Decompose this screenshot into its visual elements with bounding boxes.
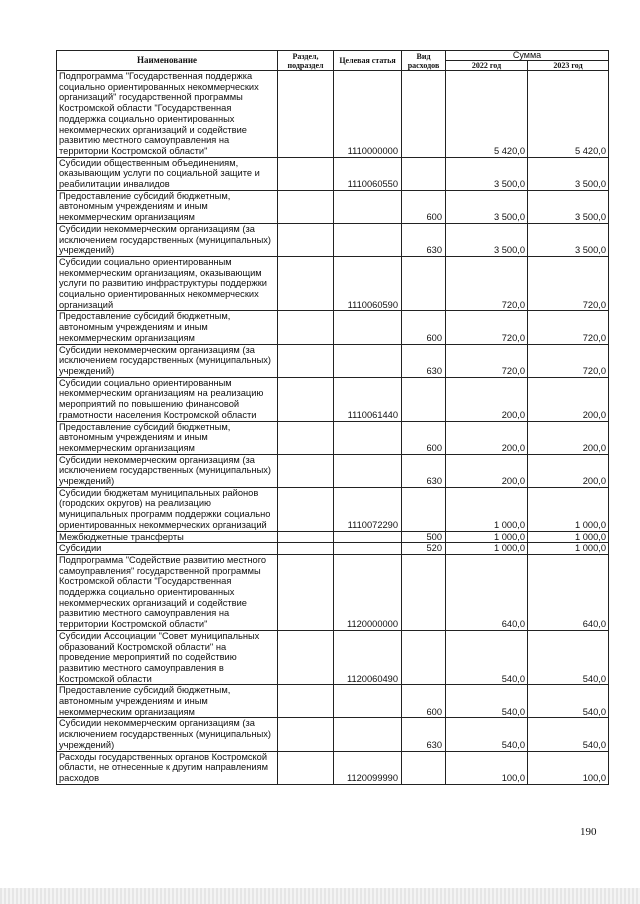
row-name: Субсидии некоммерческим организациям (за исключением государственных (муниципальных) учреждений) xyxy=(57,454,278,487)
row-target-code xyxy=(334,190,402,223)
row-section xyxy=(278,311,334,344)
row-section xyxy=(278,421,334,454)
row-name: Предоставление субсидий бюджетным, автономным учреждениям и иным некоммерческим организациям xyxy=(57,421,278,454)
table-row xyxy=(57,344,609,377)
header-section: Раздел, подраздел xyxy=(278,51,334,71)
row-target-code xyxy=(334,223,402,256)
header-target: Целевая статья xyxy=(334,51,402,71)
row-amount-2022: 200,0 xyxy=(446,454,528,487)
row-section xyxy=(278,223,334,256)
row-amount-2022: 5 420,0 xyxy=(446,71,528,158)
table-row xyxy=(57,377,609,421)
row-name: Субсидии некоммерческим организациям (за исключением государственных (муниципальных) учреждений) xyxy=(57,718,278,751)
row-amount-2023: 200,0 xyxy=(528,377,609,421)
row-amount-2023: 640,0 xyxy=(528,554,609,630)
row-target-code xyxy=(334,718,402,751)
row-section xyxy=(278,630,334,685)
row-target-code: 1110060590 xyxy=(334,256,402,311)
row-amount-2023: 1 000,0 xyxy=(528,543,609,555)
row-amount-2022: 720,0 xyxy=(446,344,528,377)
row-target-code: 1120099990 xyxy=(334,751,402,784)
table-row xyxy=(57,421,609,454)
table-row xyxy=(57,685,609,718)
row-target-code xyxy=(334,344,402,377)
table-row xyxy=(57,751,609,784)
row-amount-2022: 3 500,0 xyxy=(446,157,528,190)
row-name: Предоставление субсидий бюджетным, автономным учреждениям и иным некоммерческим организациям xyxy=(57,311,278,344)
row-expense-type xyxy=(402,630,446,685)
row-target-code xyxy=(334,543,402,555)
row-expense-type: 500 xyxy=(402,531,446,543)
header-name: Наименование xyxy=(57,51,278,71)
row-amount-2023: 100,0 xyxy=(528,751,609,784)
row-section xyxy=(278,751,334,784)
row-name: Субсидии социально ориентированным некоммерческим организациям, оказывающим услуги по развитию инфраструктуры поддержки социально ориентированных некоммерческих организаций xyxy=(57,256,278,311)
row-name: Субсидии некоммерческим организациям (за исключением государственных (муниципальных) учреждений) xyxy=(57,344,278,377)
row-section xyxy=(278,190,334,223)
row-name: Подпрограмма "Государственная поддержка социально ориентированных некоммерческих организаций" государственной программы Костромской области "Государственная поддержка социально ориентированных некоммерческих организаций и содействие развитию местного самоуправления на территории Костромской области" xyxy=(57,71,278,158)
row-target-code xyxy=(334,531,402,543)
row-section xyxy=(278,157,334,190)
row-name: Субсидии xyxy=(57,543,278,555)
row-section xyxy=(278,531,334,543)
row-name: Расходы государственных органов Костромской области, не отнесенные к другим направлениям расходов xyxy=(57,751,278,784)
row-name: Субсидии некоммерческим организациям (за исключением государственных (муниципальных) учреждений) xyxy=(57,223,278,256)
header-2023: 2023 год xyxy=(528,61,609,71)
table-row xyxy=(57,630,609,685)
row-amount-2023: 720,0 xyxy=(528,344,609,377)
row-amount-2023: 540,0 xyxy=(528,718,609,751)
row-amount-2023: 720,0 xyxy=(528,311,609,344)
row-section xyxy=(278,377,334,421)
row-expense-type: 630 xyxy=(402,454,446,487)
row-expense-type xyxy=(402,256,446,311)
row-section xyxy=(278,718,334,751)
row-expense-type xyxy=(402,487,446,531)
row-target-code: 1110061440 xyxy=(334,377,402,421)
row-expense-type xyxy=(402,554,446,630)
row-expense-type: 600 xyxy=(402,190,446,223)
row-amount-2022: 3 500,0 xyxy=(446,223,528,256)
row-section xyxy=(278,685,334,718)
table-row xyxy=(57,543,609,555)
row-amount-2022: 540,0 xyxy=(446,685,528,718)
table-row xyxy=(57,157,609,190)
row-amount-2023: 540,0 xyxy=(528,685,609,718)
row-section xyxy=(278,543,334,555)
row-amount-2022: 720,0 xyxy=(446,256,528,311)
row-expense-type xyxy=(402,157,446,190)
budget-table xyxy=(56,50,609,785)
row-expense-type: 520 xyxy=(402,543,446,555)
row-expense-type xyxy=(402,377,446,421)
row-amount-2022: 3 500,0 xyxy=(446,190,528,223)
table-row xyxy=(57,71,609,158)
row-target-code xyxy=(334,685,402,718)
row-section xyxy=(278,71,334,158)
header-2022: 2022 год xyxy=(446,61,528,71)
budget-table-sheet xyxy=(56,50,608,785)
row-amount-2023: 1 000,0 xyxy=(528,487,609,531)
row-expense-type: 600 xyxy=(402,685,446,718)
row-amount-2023: 200,0 xyxy=(528,454,609,487)
table-row xyxy=(57,531,609,543)
table-row xyxy=(57,554,609,630)
row-name: Субсидии бюджетам муниципальных районов (городских округов) на реализацию муниципальных программ поддержки социально ориентированных некоммерческих организаций xyxy=(57,487,278,531)
row-target-code xyxy=(334,454,402,487)
row-expense-type: 630 xyxy=(402,223,446,256)
row-section xyxy=(278,454,334,487)
row-section xyxy=(278,256,334,311)
row-amount-2022: 640,0 xyxy=(446,554,528,630)
row-amount-2022: 1 000,0 xyxy=(446,487,528,531)
row-section xyxy=(278,344,334,377)
row-expense-type: 630 xyxy=(402,344,446,377)
row-amount-2022: 100,0 xyxy=(446,751,528,784)
row-target-code xyxy=(334,311,402,344)
row-target-code: 1110000000 xyxy=(334,71,402,158)
row-amount-2023: 200,0 xyxy=(528,421,609,454)
table-row xyxy=(57,487,609,531)
row-amount-2022: 1 000,0 xyxy=(446,543,528,555)
row-expense-type xyxy=(402,751,446,784)
row-amount-2022: 200,0 xyxy=(446,421,528,454)
row-amount-2023: 5 420,0 xyxy=(528,71,609,158)
scan-footer-strip xyxy=(0,888,640,904)
table-body xyxy=(57,71,609,785)
header-sum: Сумма xyxy=(446,51,609,61)
row-expense-type xyxy=(402,71,446,158)
table-row xyxy=(57,256,609,311)
row-amount-2023: 540,0 xyxy=(528,630,609,685)
row-expense-type: 600 xyxy=(402,311,446,344)
row-amount-2022: 540,0 xyxy=(446,630,528,685)
row-amount-2022: 540,0 xyxy=(446,718,528,751)
row-target-code: 1110072290 xyxy=(334,487,402,531)
row-name: Субсидии общественным объединениям, оказывающим услуги по социальной защите и реабилитации инвалидов xyxy=(57,157,278,190)
row-amount-2022: 1 000,0 xyxy=(446,531,528,543)
row-target-code: 1120000000 xyxy=(334,554,402,630)
row-name: Субсидии социально ориентированным некоммерческим организациям на реализацию мероприятий по повышению финансовой грамотности населения Костромской области xyxy=(57,377,278,421)
header-type: Вид расходов xyxy=(402,51,446,71)
row-target-code: 1110060550 xyxy=(334,157,402,190)
row-name: Субсидии Ассоциации "Совет муниципальных образований Костромской области" на проведение мероприятий по содействию развитию местного самоуправления в Костромской области xyxy=(57,630,278,685)
table-row xyxy=(57,311,609,344)
row-amount-2022: 720,0 xyxy=(446,311,528,344)
page-number: 190 xyxy=(580,826,597,838)
row-name: Предоставление субсидий бюджетным, автономным учреждениям и иным некоммерческим организациям xyxy=(57,685,278,718)
row-expense-type: 600 xyxy=(402,421,446,454)
table-row xyxy=(57,718,609,751)
row-amount-2023: 720,0 xyxy=(528,256,609,311)
row-section xyxy=(278,487,334,531)
row-amount-2023: 3 500,0 xyxy=(528,157,609,190)
row-amount-2023: 1 000,0 xyxy=(528,531,609,543)
table-row xyxy=(57,454,609,487)
row-amount-2022: 200,0 xyxy=(446,377,528,421)
row-target-code xyxy=(334,421,402,454)
row-amount-2023: 3 500,0 xyxy=(528,223,609,256)
table-row xyxy=(57,190,609,223)
row-target-code: 1120060490 xyxy=(334,630,402,685)
table-row xyxy=(57,223,609,256)
row-section xyxy=(278,554,334,630)
row-name: Межбюджетные трансферты xyxy=(57,531,278,543)
row-expense-type: 630 xyxy=(402,718,446,751)
row-name: Подпрограмма "Содействие развитию местного самоуправления" государственной программы Костромской области "Государственная поддержка социально ориентированных некоммерческих организаций и содействие развитию местного самоуправления на территории Костромской области" xyxy=(57,554,278,630)
row-name: Предоставление субсидий бюджетным, автономным учреждениям и иным некоммерческим организациям xyxy=(57,190,278,223)
row-amount-2023: 3 500,0 xyxy=(528,190,609,223)
